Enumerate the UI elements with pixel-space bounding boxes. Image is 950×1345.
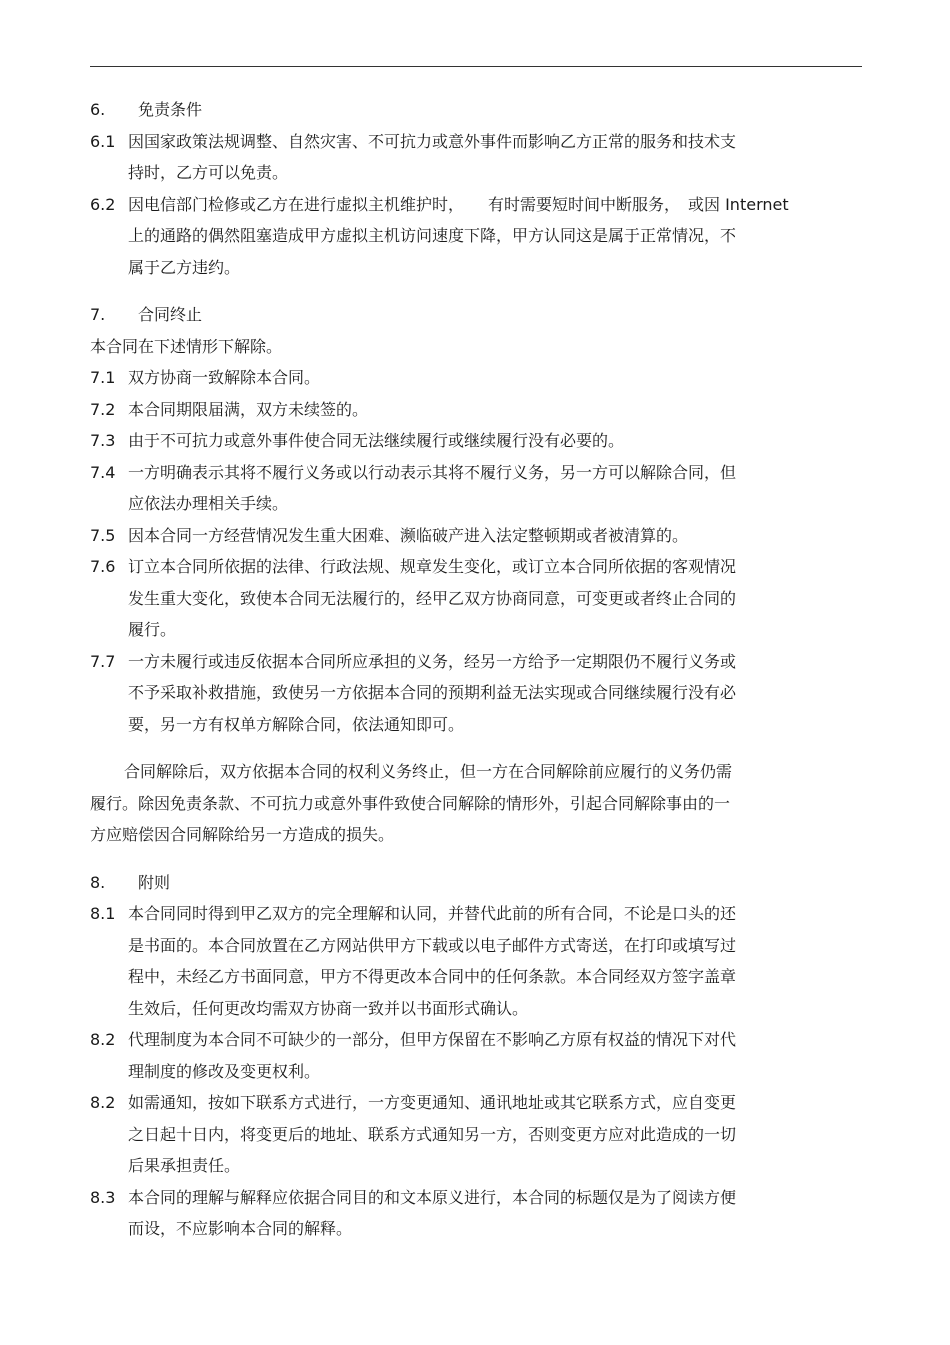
section-number: 6.	[90, 100, 106, 119]
clause-text: 发生重大变化，致使本合同无法履行的，经甲乙双方协商同意，可变更或者终止合同的	[128, 588, 737, 608]
clause-text: 因国家政策法规调整、自然灾害、不可抗力或意外事件而影响乙方正常的服务和技术支	[128, 131, 737, 151]
clause-text: 是书面的。本合同放置在乙方网站供甲方下载或以电子邮件方式寄送，在打印或填写过	[128, 935, 737, 955]
clause-8-3	[90, 1182, 862, 1245]
header-rule	[90, 66, 862, 67]
clause-number: 8.2	[90, 1093, 116, 1112]
clause-text: 上的通路的偶然阻塞造成甲方虚拟主机访问速度下降，甲方认同这是属于正常情况，不	[128, 226, 737, 245]
clause-7-4	[90, 457, 862, 520]
paragraph-line: 方应赔偿因合同解除给另一方造成的损失。	[90, 825, 395, 844]
clause-text: 代理制度为本合同不可缺少的一部分，但甲方保留在不影响乙方原有权益的情况下对代	[128, 1030, 737, 1049]
section-number: 8.	[90, 872, 106, 892]
clause-text: 因本合同一方经营情况发生重大困难、濒临破产进入法定整顿期或者被清算的。	[128, 525, 689, 545]
clause-number: 8.2	[90, 1030, 116, 1049]
clause-7-7	[90, 646, 862, 741]
clause-text: 本合同的理解与解释应依据合同目的和文本原义进行，本合同的标题仅是为了阅读方便	[128, 1187, 737, 1207]
clause-text: 理制度的修改及变更权利。	[128, 1061, 321, 1081]
clause-number: 8.3	[90, 1187, 116, 1207]
section-6-heading	[90, 94, 862, 126]
clause-text: 应依法办理相关手续。	[128, 494, 289, 513]
section-title: 合同终止	[138, 305, 203, 324]
clause-text: 履行。	[128, 620, 177, 639]
clause-number: 7.1	[90, 368, 116, 387]
section-number: 7.	[90, 305, 106, 324]
clause-7-3	[90, 425, 862, 457]
clause-8-2	[90, 1024, 862, 1087]
clause-text: 本合同同时得到甲乙双方的完全理解和认同，并替代此前的所有合同，不论是口头的还	[128, 904, 737, 923]
clause-text: 由于不可抗力或意外事件使合同无法继续履行或继续履行没有必要的。	[128, 431, 625, 450]
clause-text: 双方协商一致解除本合同。	[128, 368, 321, 387]
clause-number: 7.6	[90, 557, 116, 576]
clause-text: 一方未履行或违反依据本合同所应承担的义务，经另一方给予一定期限仍不履行义务或	[128, 651, 737, 671]
clause-text: 后果承担责任。	[128, 1156, 241, 1175]
clause-7-6	[90, 551, 862, 646]
section-7-heading	[90, 299, 862, 331]
section-8-heading	[90, 867, 862, 899]
clause-7-1	[90, 362, 862, 394]
clause-number: 7.3	[90, 431, 116, 450]
clause-number: 8.1	[90, 904, 116, 923]
termination-paragraph	[90, 756, 862, 851]
clause-text: 属于乙方违约。	[128, 257, 241, 277]
clause-8-2-notice	[90, 1087, 862, 1182]
clause-number: 7.7	[90, 651, 116, 671]
clause-text: 生效后，任何更改均需双方协商一致并以书面形式确认。	[128, 998, 529, 1018]
clause-6-2	[90, 189, 862, 284]
clause-text: 不予采取补救措施，致使另一方依据本合同的预期利益无法实现或合同继续履行没有必	[128, 683, 737, 702]
paragraph-line: 履行。除因免责条款、不可抗力或意外事件致使合同解除的情形外，引起合同解除事由的一	[90, 793, 731, 813]
clause-text: 而设，不应影响本合同的解释。	[128, 1219, 353, 1238]
clause-7-5	[90, 520, 862, 552]
clause-number: 7.5	[90, 525, 116, 545]
paragraph-line: 合同解除后，双方依据本合同的权利义务终止，但一方在合同解除前应履行的义务仍需	[124, 762, 733, 781]
clause-text: 持时，乙方可以免责。	[128, 163, 289, 182]
contract-page	[90, 94, 862, 1245]
clause-number: 7.2	[90, 399, 116, 419]
clause-7-2	[90, 394, 862, 426]
clause-text: 一方明确表示其将不履行义务或以行动表示其将不履行义务，另一方可以解除合同，但	[128, 462, 737, 482]
clause-8-1	[90, 898, 862, 1024]
section-7-intro: 本合同在下述情形下解除。	[90, 336, 283, 356]
clause-6-1	[90, 126, 862, 189]
clause-number: 7.4	[90, 462, 116, 482]
clause-text: 之日起十日内，将变更后的地址、联系方式通知另一方，否则变更方应对此造成的一切	[128, 1124, 737, 1144]
clause-text: 订立本合同所依据的法律、行政法规、规章发生变化，或订立本合同所依据的客观情况	[128, 557, 737, 576]
clause-text: 本合同期限届满，双方未续签的。	[128, 399, 369, 419]
clause-number: 6.2	[90, 194, 116, 214]
clause-text: 因电信部门检修或乙方在进行虚拟主机维护时， 有时需要短时间中断服务， 或因 Internet	[128, 194, 789, 214]
clause-text: 程中，未经乙方书面同意，甲方不得更改本合同中的任何条款。本合同经双方签字盖章	[128, 967, 737, 986]
section-title: 附则	[138, 872, 171, 892]
section-title: 免责条件	[138, 100, 203, 119]
clause-number: 6.1	[90, 131, 116, 151]
clause-text: 要，另一方有权单方解除合同，依法通知即可。	[128, 714, 465, 734]
clause-text: 如需通知，按如下联系方式进行，一方变更通知、通讯地址或其它联系方式，应自变更	[128, 1093, 737, 1112]
